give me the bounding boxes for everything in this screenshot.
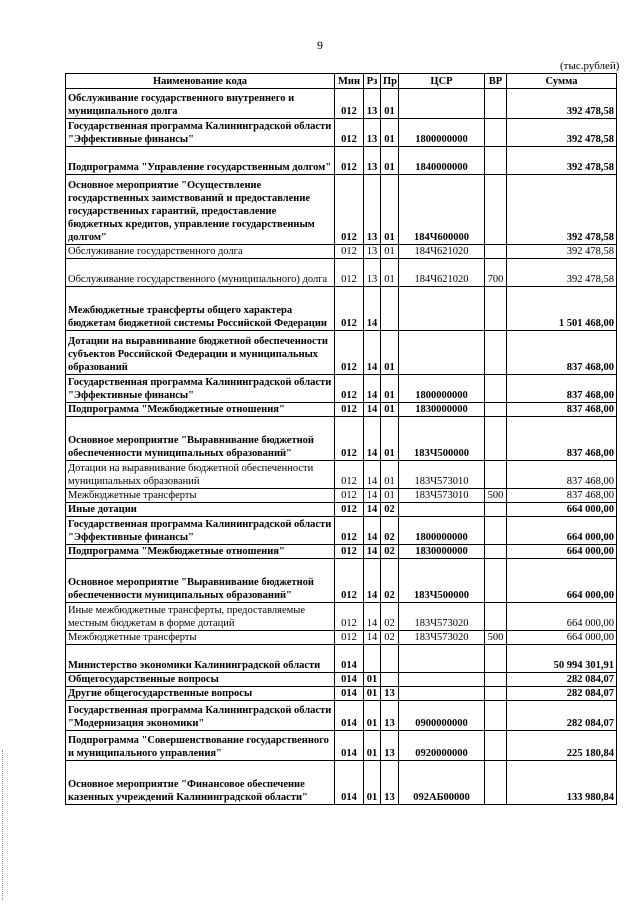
cell-csr [399, 287, 485, 331]
cell-pr: 01 [381, 175, 399, 245]
cell-rz: 14 [364, 461, 381, 489]
cell-sum: 837 468,00 [507, 461, 617, 489]
cell-csr: 183Ч573020 [399, 603, 485, 631]
cell-sum: 837 468,00 [507, 375, 617, 403]
cell-min: 012 [335, 503, 364, 517]
cell-pr: 01 [381, 331, 399, 375]
cell-min: 012 [335, 517, 364, 545]
cell-sum: 282 084,07 [507, 701, 617, 731]
page-number: 9 [317, 38, 323, 52]
cell-sum: 50 994 301,91 [507, 645, 617, 673]
table-row [66, 461, 617, 489]
cell-name: Обслуживание государственного внутреннего и муниципального долга [66, 89, 335, 119]
cell-rz: 14 [364, 287, 381, 331]
cell-csr: 183Ч573010 [399, 489, 485, 503]
cell-name: Основное мероприятие "Выравнивание бюджетной обеспеченности муниципальных образований" [66, 417, 335, 461]
table-row [66, 687, 617, 701]
cell-csr [399, 673, 485, 687]
cell-rz: 13 [364, 259, 381, 287]
cell-min: 012 [335, 545, 364, 559]
cell-rz: 14 [364, 545, 381, 559]
table-row [66, 147, 617, 175]
header-min: Мин [335, 74, 364, 89]
table-row [66, 545, 617, 559]
table-row [66, 259, 617, 287]
cell-min: 012 [335, 489, 364, 503]
cell-name: Государственная программа Калининградской области "Эффективные финансы" [66, 375, 335, 403]
header-name: Наименование кода [66, 74, 335, 89]
cell-vr [485, 503, 507, 517]
cell-min: 012 [335, 375, 364, 403]
cell-rz: 01 [364, 687, 381, 701]
cell-sum: 664 000,00 [507, 603, 617, 631]
cell-name: Обслуживание государственного долга [66, 245, 335, 259]
cell-vr: 700 [485, 259, 507, 287]
cell-csr: 092АБ00000 [399, 761, 485, 805]
cell-name: Межбюджетные трансферты общего характера бюджетам бюджетной системы Российской Федерации [66, 287, 335, 331]
cell-name: Другие общегосударственные вопросы [66, 687, 335, 701]
cell-name: Подпрограмма "Управление государственным долгом" [66, 147, 335, 175]
header-rz: Рз [364, 74, 381, 89]
cell-name: Государственная программа Калининградской области "Эффективные финансы" [66, 119, 335, 147]
table-row [66, 517, 617, 545]
cell-csr [399, 331, 485, 375]
budget-table [65, 73, 617, 805]
table-row [66, 673, 617, 687]
cell-csr: 183Ч573020 [399, 631, 485, 645]
cell-vr [485, 287, 507, 331]
cell-pr: 01 [381, 245, 399, 259]
cell-csr: 1840000000 [399, 147, 485, 175]
cell-sum: 133 980,84 [507, 761, 617, 805]
cell-name: Министерство экономики Калининградской области [66, 645, 335, 673]
table-row [66, 375, 617, 403]
cell-name: Подпрограмма "Совершенствование государственного и муниципального управления" [66, 731, 335, 761]
header-vr: ВР [485, 74, 507, 89]
cell-rz: 01 [364, 673, 381, 687]
cell-csr: 183Ч500000 [399, 417, 485, 461]
table-row [66, 417, 617, 461]
cell-csr: 1800000000 [399, 517, 485, 545]
cell-rz: 14 [364, 559, 381, 603]
cell-vr: 500 [485, 489, 507, 503]
cell-pr [381, 673, 399, 687]
cell-rz: 13 [364, 119, 381, 147]
cell-vr [485, 417, 507, 461]
cell-vr [485, 147, 507, 175]
cell-rz: 01 [364, 701, 381, 731]
cell-pr: 02 [381, 545, 399, 559]
cell-vr [485, 761, 507, 805]
table-row [66, 731, 617, 761]
table-row [66, 503, 617, 517]
cell-csr: 0900000000 [399, 701, 485, 731]
table-row [66, 603, 617, 631]
cell-min: 014 [335, 687, 364, 701]
cell-pr: 01 [381, 89, 399, 119]
cell-sum: 664 000,00 [507, 517, 617, 545]
table-row [66, 403, 617, 417]
cell-sum: 837 468,00 [507, 403, 617, 417]
cell-sum: 392 478,58 [507, 259, 617, 287]
cell-min: 012 [335, 89, 364, 119]
cell-csr [399, 89, 485, 119]
table-row [66, 245, 617, 259]
cell-min: 014 [335, 731, 364, 761]
table-row [66, 631, 617, 645]
cell-rz: 14 [364, 489, 381, 503]
cell-sum: 282 084,07 [507, 687, 617, 701]
cell-min: 014 [335, 701, 364, 731]
cell-sum: 392 478,58 [507, 175, 617, 245]
cell-name: Основное мероприятие "Финансовое обеспечение казенных учреждений Калининградской области" [66, 761, 335, 805]
cell-rz: 14 [364, 375, 381, 403]
cell-vr [485, 119, 507, 147]
cell-csr: 0920000000 [399, 731, 485, 761]
cell-sum: 664 000,00 [507, 503, 617, 517]
cell-pr: 13 [381, 761, 399, 805]
cell-csr [399, 503, 485, 517]
cell-name: Общегосударственные вопросы [66, 673, 335, 687]
cell-name: Государственная программа Калининградской области "Эффективные финансы" [66, 517, 335, 545]
cell-sum: 392 478,58 [507, 89, 617, 119]
cell-pr: 01 [381, 147, 399, 175]
cell-rz: 14 [364, 331, 381, 375]
cell-min: 012 [335, 559, 364, 603]
cell-rz: 01 [364, 731, 381, 761]
cell-min: 014 [335, 645, 364, 673]
cell-vr [485, 731, 507, 761]
cell-pr [381, 645, 399, 673]
cell-csr: 184Ч600000 [399, 175, 485, 245]
cell-name: Обслуживание государственного (муниципального) долга [66, 259, 335, 287]
cell-name: Межбюджетные трансферты [66, 489, 335, 503]
cell-min: 012 [335, 403, 364, 417]
cell-min: 012 [335, 631, 364, 645]
cell-csr [399, 645, 485, 673]
cell-min: 012 [335, 287, 364, 331]
cell-vr [485, 89, 507, 119]
cell-min: 012 [335, 331, 364, 375]
cell-sum: 1 501 468,00 [507, 287, 617, 331]
cell-name: Дотации на выравнивание бюджетной обеспеченности муниципальных образований [66, 461, 335, 489]
cell-min: 014 [335, 673, 364, 687]
cell-rz: 14 [364, 403, 381, 417]
cell-pr: 02 [381, 517, 399, 545]
cell-sum: 837 468,00 [507, 489, 617, 503]
cell-vr [485, 517, 507, 545]
table-row [66, 119, 617, 147]
cell-rz: 01 [364, 761, 381, 805]
cell-min: 012 [335, 417, 364, 461]
cell-rz: 13 [364, 147, 381, 175]
cell-vr [485, 687, 507, 701]
cell-pr: 01 [381, 119, 399, 147]
cell-sum: 225 180,84 [507, 731, 617, 761]
cell-min: 012 [335, 119, 364, 147]
cell-csr: 184Ч621020 [399, 259, 485, 287]
cell-pr: 01 [381, 375, 399, 403]
cell-min: 012 [335, 259, 364, 287]
cell-pr: 02 [381, 631, 399, 645]
table-row [66, 701, 617, 731]
cell-vr [485, 559, 507, 603]
header-csr: ЦСР [399, 74, 485, 89]
cell-pr: 13 [381, 687, 399, 701]
cell-rz: 14 [364, 417, 381, 461]
cell-vr [485, 375, 507, 403]
cell-sum: 392 478,58 [507, 147, 617, 175]
cell-sum: 664 000,00 [507, 559, 617, 603]
table-row [66, 287, 617, 331]
cell-pr: 02 [381, 603, 399, 631]
cell-name: Дотации на выравнивание бюджетной обеспеченности субъектов Российской Федерации и муниципальных образований [66, 331, 335, 375]
cell-min: 014 [335, 761, 364, 805]
table-row [66, 175, 617, 245]
cell-csr [399, 687, 485, 701]
cell-pr: 13 [381, 731, 399, 761]
cell-csr: 1800000000 [399, 119, 485, 147]
cell-name: Основное мероприятие "Выравнивание бюджетной обеспеченности муниципальных образований" [66, 559, 335, 603]
cell-pr [381, 287, 399, 331]
table-row [66, 331, 617, 375]
cell-vr [485, 673, 507, 687]
cell-sum: 282 084,07 [507, 673, 617, 687]
cell-csr: 1830000000 [399, 403, 485, 417]
cell-rz: 14 [364, 631, 381, 645]
cell-name: Иные дотации [66, 503, 335, 517]
header-pr: Пр [381, 74, 399, 89]
cell-sum: 837 468,00 [507, 331, 617, 375]
cell-vr [485, 545, 507, 559]
cell-sum: 664 000,00 [507, 631, 617, 645]
scan-edge-marks [2, 750, 7, 900]
cell-min: 012 [335, 175, 364, 245]
table-row [66, 89, 617, 119]
cell-vr [485, 701, 507, 731]
cell-vr [485, 175, 507, 245]
cell-csr: 1830000000 [399, 545, 485, 559]
cell-rz: 14 [364, 603, 381, 631]
cell-csr: 183Ч573010 [399, 461, 485, 489]
cell-rz: 14 [364, 517, 381, 545]
cell-sum: 837 468,00 [507, 417, 617, 461]
cell-rz [364, 645, 381, 673]
cell-name: Подпрограмма "Межбюджетные отношения" [66, 403, 335, 417]
cell-name: Основное мероприятие "Осуществление государственных заимствований и предоставление государственных гарантий, предоставление бюджетных кредитов, управление государственным долгом" [66, 175, 335, 245]
table-row [66, 559, 617, 603]
cell-rz: 13 [364, 175, 381, 245]
cell-pr: 01 [381, 489, 399, 503]
cell-vr [485, 331, 507, 375]
cell-min: 012 [335, 245, 364, 259]
cell-pr: 13 [381, 701, 399, 731]
cell-name: Межбюджетные трансферты [66, 631, 335, 645]
cell-vr [485, 645, 507, 673]
cell-sum: 664 000,00 [507, 545, 617, 559]
cell-rz: 14 [364, 503, 381, 517]
cell-vr [485, 245, 507, 259]
cell-min: 012 [335, 147, 364, 175]
cell-csr: 184Ч621020 [399, 245, 485, 259]
cell-csr: 1800000000 [399, 375, 485, 403]
cell-pr: 01 [381, 417, 399, 461]
cell-pr: 01 [381, 461, 399, 489]
cell-sum: 392 478,58 [507, 245, 617, 259]
table-header-row [66, 74, 617, 89]
cell-min: 012 [335, 603, 364, 631]
cell-rz: 13 [364, 245, 381, 259]
cell-name: Государственная программа Калининградской области "Модернизация экономики" [66, 701, 335, 731]
cell-vr [485, 603, 507, 631]
cell-name: Иные межбюджетные трансферты, предоставляемые местным бюджетам в форме дотаций [66, 603, 335, 631]
table-row [66, 489, 617, 503]
cell-pr: 02 [381, 503, 399, 517]
cell-rz: 13 [364, 89, 381, 119]
cell-name: Подпрограмма "Межбюджетные отношения" [66, 545, 335, 559]
cell-csr: 183Ч500000 [399, 559, 485, 603]
cell-pr: 02 [381, 559, 399, 603]
cell-sum: 392 478,58 [507, 119, 617, 147]
cell-vr [485, 403, 507, 417]
cell-pr: 01 [381, 259, 399, 287]
units-label: (тыс.рублей) [560, 60, 620, 72]
cell-min: 012 [335, 461, 364, 489]
table-row [66, 645, 617, 673]
cell-vr: 500 [485, 631, 507, 645]
table-row [66, 761, 617, 805]
header-sum: Сумма [507, 74, 617, 89]
cell-vr [485, 461, 507, 489]
cell-pr: 01 [381, 403, 399, 417]
